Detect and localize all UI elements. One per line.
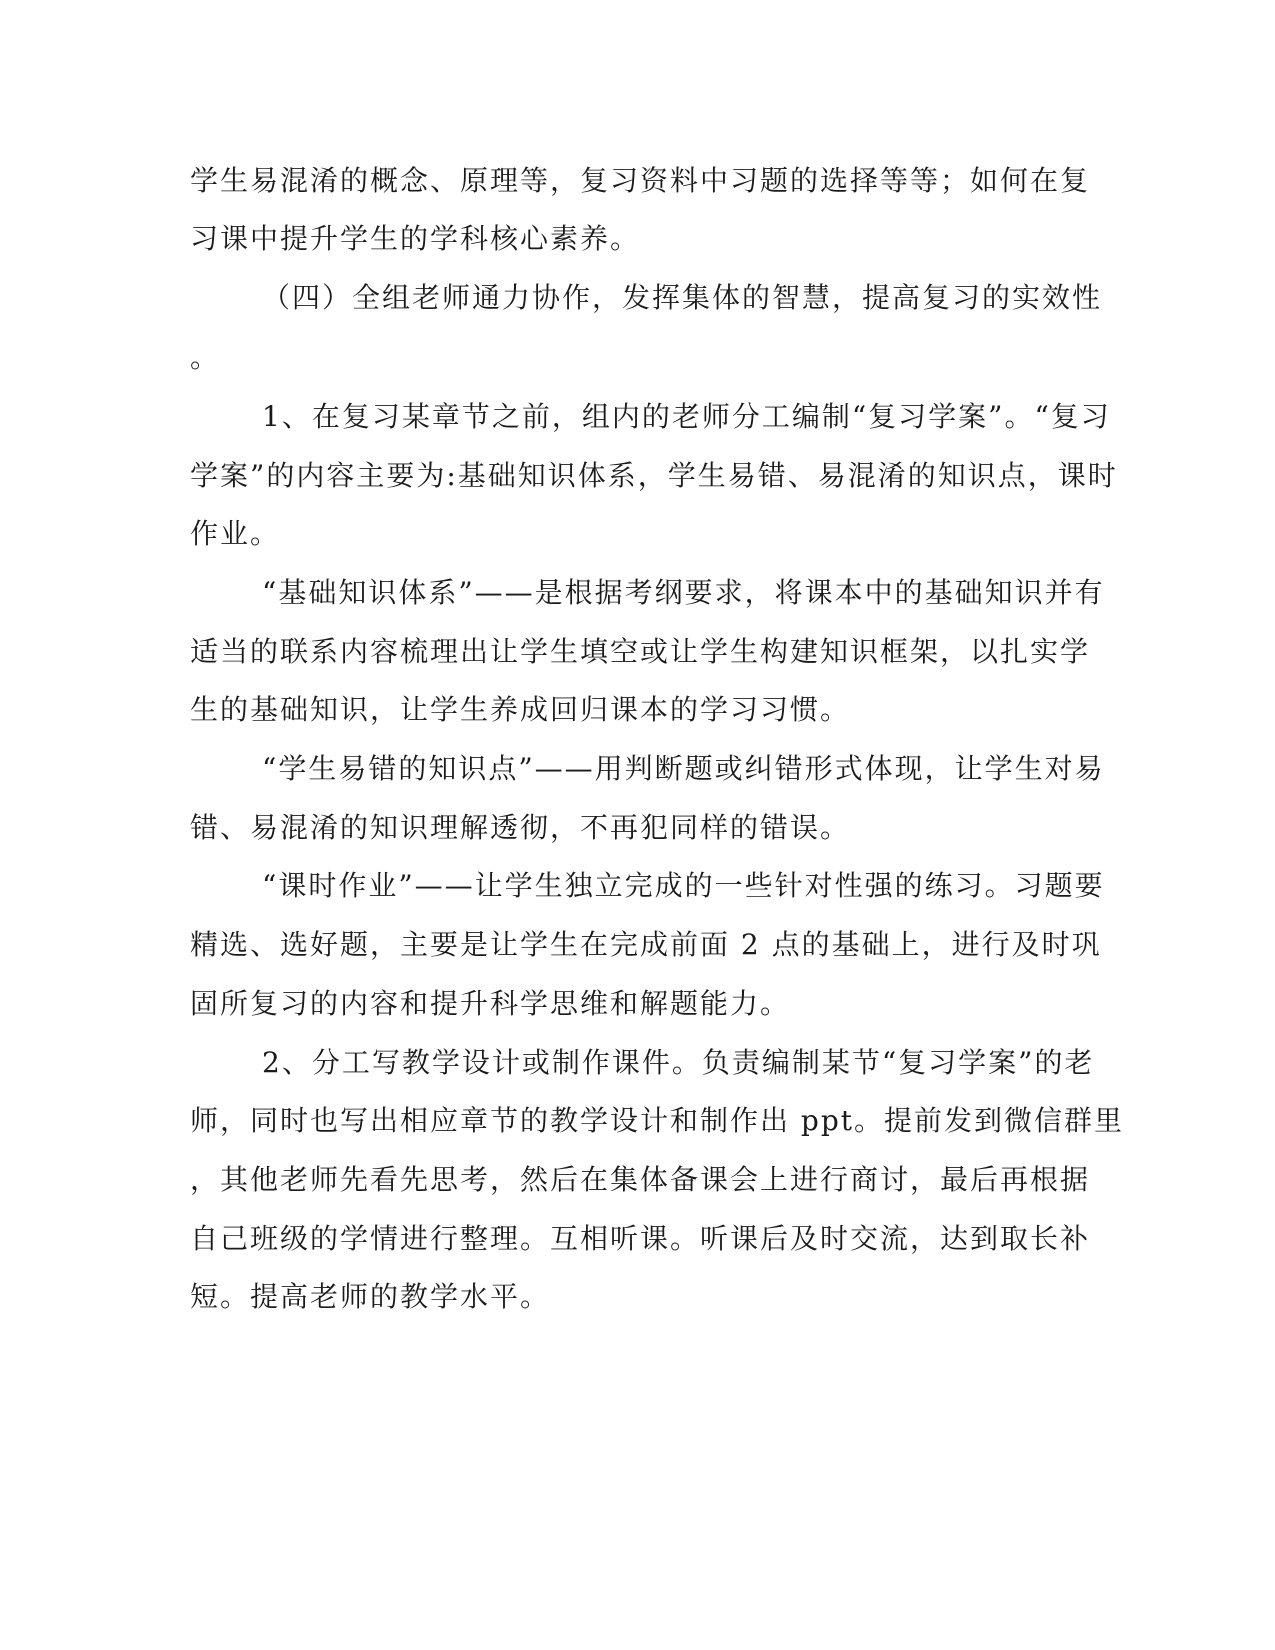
text-line: 学生易混淆的概念、原理等，复习资料中习题的选择等等；如何在复: [190, 164, 1091, 197]
text-line: 自己班级的学情进行整理。互相听课。听课后及时交流，达到取长补: [190, 1222, 1091, 1255]
text-line: ，其他老师先看先思考，然后在集体备课会上进行商讨，最后再根据: [190, 1163, 1091, 1196]
text-line: 生的基础知识，让学生养成回归课本的学习习惯。: [190, 693, 851, 726]
text-line: 适当的联系内容梳理出让学生填空或让学生构建知识框架，以扎实学: [190, 635, 1091, 668]
text-line: 精选、选好题，主要是让学生在完成前面 2 点的基础上，进行及时巩: [190, 928, 1102, 961]
text-line: 1、在复习某章节之前，组内的老师分工编制“复习学案”。“复习: [262, 400, 1111, 433]
text-line: 错、易混淆的知识理解透彻，不再犯同样的错误。: [190, 811, 851, 844]
text-line: 习课中提升学生的学科核心素养。: [190, 222, 641, 255]
text-line: 学案”的内容主要为:基础知识体系，学生易错、易混淆的知识点，课时: [190, 459, 1118, 492]
text-line: “课时作业”——让学生独立完成的一些针对性强的练习。习题要: [262, 869, 1105, 902]
section-heading: （四）全组老师通力协作，发挥集体的智慧，提高复习的实效性: [262, 281, 1103, 314]
text-line: 师，同时也写出相应章节的教学设计和制作出 ppt。提前发到微信群里: [190, 1104, 1125, 1137]
text-line: 固所复习的内容和提升科学思维和解题能力。: [190, 987, 791, 1020]
text-line: 作业。: [190, 517, 281, 550]
text-line: “基础知识体系”——是根据考纲要求，将课本中的基础知识并有: [262, 576, 1105, 609]
text-line: 短。提高老师的教学水平。: [190, 1280, 551, 1313]
text-line: “学生易错的知识点”——用判断题或纠错形式体现，让学生对易: [262, 752, 1105, 785]
text-line: 2、分工写教学设计或制作课件。负责编制某节“复习学案”的老: [262, 1046, 1095, 1079]
text-line: 。: [190, 341, 221, 374]
